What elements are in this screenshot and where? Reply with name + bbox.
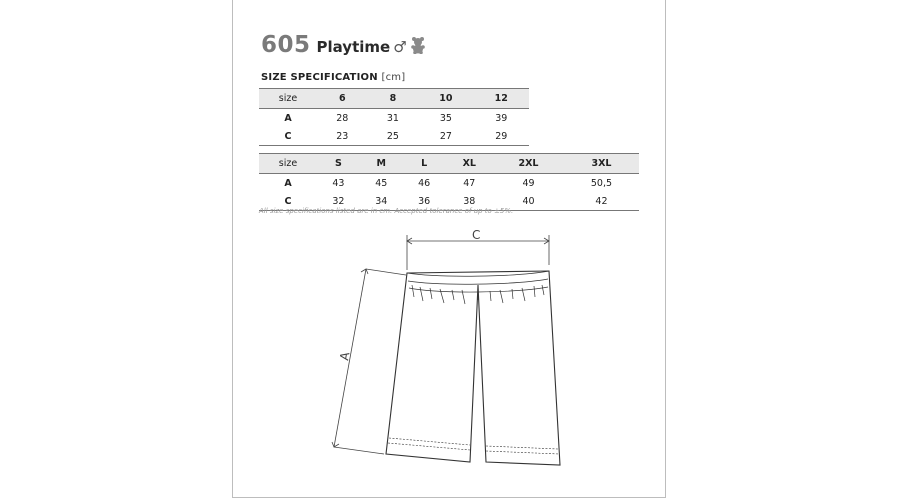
header-cell: M	[360, 154, 403, 174]
spec-unit: [cm]	[381, 72, 406, 83]
table-cell: 31	[386, 112, 399, 124]
header-cell: 2XL	[493, 154, 564, 174]
teddy-bear-icon	[410, 36, 426, 54]
table-cell: 47	[463, 177, 476, 189]
size-table-adult	[259, 153, 639, 211]
table-cell: 46	[418, 177, 431, 189]
header-cell: L	[403, 154, 446, 174]
table-cell: 28	[336, 112, 349, 124]
table-cell: 40	[493, 192, 564, 211]
table-cell: 32	[317, 192, 360, 211]
length-label: A	[337, 350, 353, 362]
header-cell: 12	[474, 89, 529, 109]
table-cell: 25	[368, 127, 419, 146]
table-row	[259, 174, 639, 193]
header-cell: 6	[317, 89, 368, 109]
product-number: 605	[261, 32, 311, 58]
row-label: A	[284, 112, 292, 124]
table-header-row	[259, 154, 639, 174]
spec-title: SIZE SPECIFICATION	[261, 72, 378, 83]
table-cell: 36	[403, 192, 446, 211]
header-cell: 10	[418, 89, 473, 109]
header-cell: size	[259, 89, 317, 109]
table-cell: 39	[495, 112, 508, 124]
table-row	[259, 127, 529, 146]
row-label: C	[259, 127, 317, 146]
table-cell: 27	[418, 127, 473, 146]
size-table-kids	[259, 88, 529, 146]
table-cell: 42	[564, 192, 639, 211]
tolerance-note: All size specifications listed are in cm. Accepted tolerance of up to ±5%.	[259, 207, 514, 215]
table-cell: 38	[446, 192, 493, 211]
table-cell: 45	[375, 177, 388, 189]
row-label: A	[284, 177, 292, 189]
male-symbol-icon: ♂	[393, 38, 407, 56]
table-header-row	[259, 89, 529, 109]
shorts-drawing	[320, 225, 620, 475]
header-cell: S	[317, 154, 360, 174]
table-cell: 29	[474, 127, 529, 146]
width-label: C	[472, 228, 481, 242]
table-cell: 23	[317, 127, 368, 146]
header-cell: 8	[368, 89, 419, 109]
shorts-outline	[386, 271, 560, 465]
header-cell: size	[259, 154, 317, 174]
table-row	[259, 109, 529, 128]
product-title	[261, 32, 426, 58]
table-cell: 50,5	[590, 177, 613, 189]
table-cell: 34	[360, 192, 403, 211]
header-cell: 3XL	[564, 154, 639, 174]
product-name: Playtime	[316, 38, 391, 56]
table-cell: 35	[439, 112, 452, 124]
spec-heading	[261, 72, 405, 83]
table-cell: 43	[332, 177, 345, 189]
row-label: C	[259, 192, 317, 211]
table-cell: 49	[522, 177, 535, 189]
header-cell: XL	[446, 154, 493, 174]
